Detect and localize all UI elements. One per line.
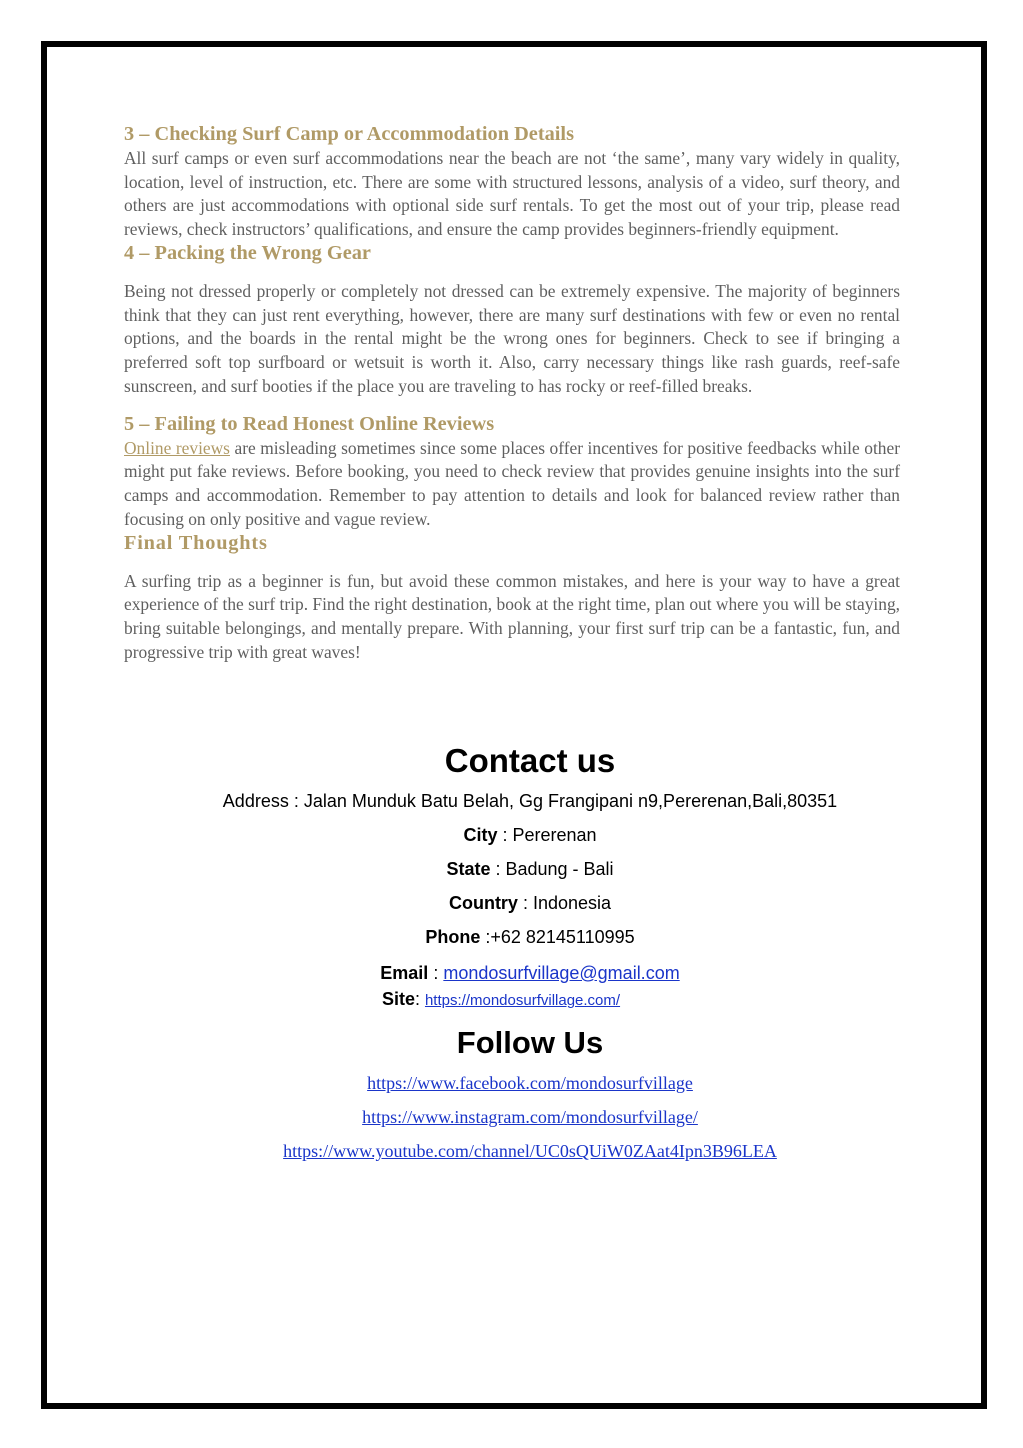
site-separator: : [414,989,425,1009]
paragraph-text: are misleading sometimes since some places offer incentives for positive feedbacks while other might put fake reviews. Before booking, you need to check review that provides genuine insights into the surf camps and accommodation. Remember to pay attention to details and look for balanced review rather than focusing on only positive and vague review. [124,437,900,529]
city-line [124,818,936,852]
section-heading: 5 – Failing to Read Honest Online Reviews [124,412,495,435]
state-label: State [446,859,491,879]
section-paragraph [124,437,900,532]
email-label: Email [380,963,429,983]
address-line: Address : Jalan Munduk Batu Belah, Gg Frangipani n9,Pererenan,Bali,80351 [222,791,838,811]
youtube-link[interactable]: https://www.youtube.com/channel/UC0sQUiW0ZAat4Ipn3B96LEA [283,1141,777,1161]
country-value: : Indonesia [517,893,612,913]
follow-title: Follow Us [456,1025,604,1060]
spacer [124,266,900,280]
facebook-link[interactable]: https://www.facebook.com/mondosurfvillage [367,1073,693,1093]
phone-line [124,920,936,954]
contact-block [124,738,936,1012]
email-separator: : [428,963,444,983]
article-body [124,123,900,665]
spacer [124,556,900,570]
section-heading: 3 – Checking Surf Camp or Accommodation Details [124,123,575,145]
social-line [124,1134,936,1168]
city-label: City [463,825,498,845]
social-line [124,1100,936,1134]
country-label: Country [448,893,518,913]
section-heading: Final Thoughts [124,531,268,554]
email-line [124,958,936,988]
section-paragraph: A surfing trip as a beginner is fun, but avoid these common mistakes, and here is your way to have a great experience of the surf trip. Find the right destination, book at the right time, plan out where you will be staying, bring suitable belongings, and mentally prepare. With planning, your first surf trip can be a fantastic, fun, and progressive trip with great waves! [124,570,900,662]
phone-value: :+62 82145110995 [480,927,635,947]
site-line [66,988,936,1012]
section-paragraph: All surf camps or even surf accommodations near the beach are not ‘the same’, many vary widely in quality, location, level of instruction, etc. There are some with structured lessons, analysis of a video, surf theory, and others are just accommodations with optional side surf rentals. To get the most out of your trip, please read reviews, check instructors’ qualifications, and ensure the camp provides beginners-friendly equipment. [124,147,900,240]
online-reviews-link[interactable]: Online reviews [124,437,230,458]
site-label: Site [381,989,415,1009]
city-value: : Pererenan [497,825,597,845]
section-paragraph: Being not dressed properly or completely not dressed can be extremely expensive. The majority of beginners think that they can just rent everything, however, there are many surf destinations with few or even no rental options, and the boards in the rental might be the wrong ones for beginners. Check to see if bringing a preferred soft top surfboard or wetsuit is worth it. Also, carry necessary things like rash guards, reef-safe sunscreen, and surf booties if the place you are traveling to has rocky or reef-filled breaks. [124,280,900,396]
section-heading: 4 – Packing the Wrong Gear [124,241,371,264]
state-value: : Badung - Bali [490,859,614,879]
phone-label: Phone [425,927,481,947]
social-line [124,1066,936,1100]
state-line [124,852,936,886]
site-link[interactable]: https://mondosurfvillage.com/ [424,992,621,1009]
country-line [124,886,936,920]
spacer [124,399,900,413]
email-link[interactable]: mondosurfvillage@gmail.com [443,963,680,983]
contact-title: Contact us [444,742,616,779]
follow-block [124,1020,936,1168]
instagram-link[interactable]: https://www.instagram.com/mondosurfvillage/ [362,1107,698,1127]
